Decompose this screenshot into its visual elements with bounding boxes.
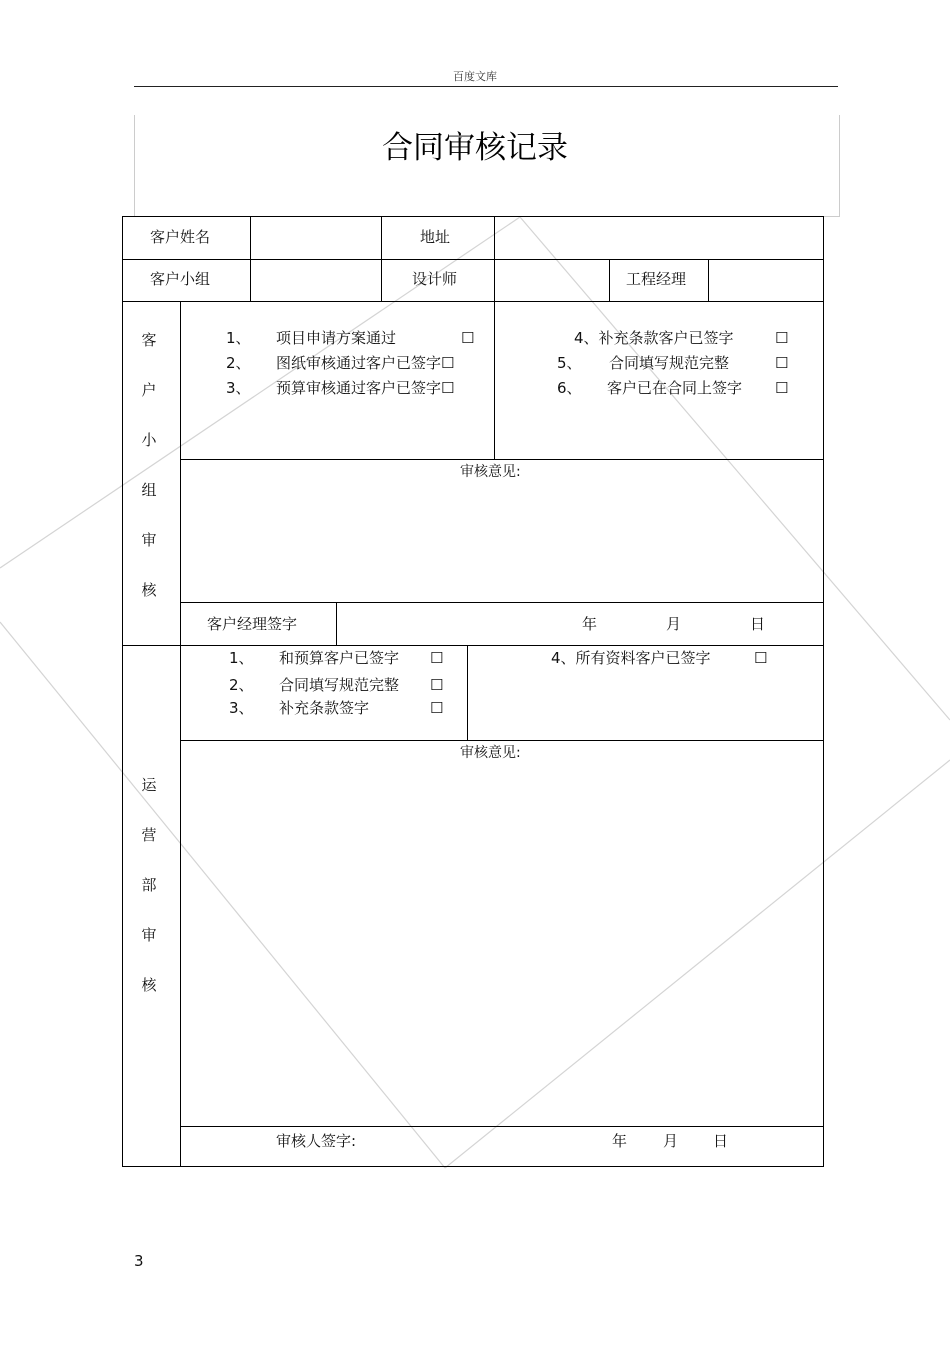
s1-item6-checkbox[interactable]: ☐ xyxy=(775,379,789,397)
s1-item3-num: 3、 xyxy=(226,379,251,397)
s1-item6-num: 6、 xyxy=(557,379,582,397)
s2-sign-label: 审核人签字: xyxy=(276,1132,357,1150)
s2-item3-num: 3、 xyxy=(229,699,254,717)
s2-opinion-label: 审核意见: xyxy=(460,745,521,761)
s2-year: 年 xyxy=(612,1132,628,1150)
s1-item4-text: 4、补充条款客户已签字 xyxy=(574,329,734,347)
s1-item1-num: 1、 xyxy=(226,329,251,347)
s2-item4-checkbox[interactable]: ☐ xyxy=(754,649,768,667)
header-source: 百度文库 xyxy=(453,70,497,83)
s1-item5-num: 5、 xyxy=(557,354,582,372)
s1-year: 年 xyxy=(582,615,598,633)
s1-item5-text: 合同填写规范完整 xyxy=(609,354,730,372)
s1-item1-checkbox[interactable]: ☐ xyxy=(461,329,475,347)
s2-month: 月 xyxy=(663,1132,679,1150)
designer-label: 设计师 xyxy=(412,270,458,288)
page-title: 合同审核记录 xyxy=(382,130,568,166)
s2-item3-text: 补充条款签字 xyxy=(279,699,370,717)
s2-item1-text: 和预算客户已签字 xyxy=(279,649,400,667)
s1-item2-text: 图纸审核通过客户已签字☐ xyxy=(276,354,455,372)
s1-item6-text: 客户已在合同上签字 xyxy=(607,379,743,397)
s2-item1-checkbox[interactable]: ☐ xyxy=(430,649,444,667)
address-label: 地址 xyxy=(420,228,451,246)
s1-item4-checkbox[interactable]: ☐ xyxy=(775,329,789,347)
s2-item2-num: 2、 xyxy=(229,676,254,694)
s2-item2-checkbox[interactable]: ☐ xyxy=(430,676,444,694)
engineering-manager-label: 工程经理 xyxy=(626,270,687,288)
customer-group-label: 客户小组 xyxy=(150,270,211,288)
s1-item3-text: 预算审核通过客户已签字☐ xyxy=(276,379,455,397)
s1-sign-label: 客户经理签字 xyxy=(207,615,298,633)
header-rule xyxy=(134,86,838,87)
s1-day: 日 xyxy=(750,615,766,633)
s2-item4-text: 4、所有资料客户已签字 xyxy=(551,649,711,667)
customer-name-label: 客户姓名 xyxy=(150,228,211,246)
s2-item2-text: 合同填写规范完整 xyxy=(279,676,400,694)
s1-opinion-label: 审核意见: xyxy=(460,464,521,480)
s2-item1-num: 1、 xyxy=(229,649,254,667)
s1-item2-num: 2、 xyxy=(226,354,251,372)
s2-item3-checkbox[interactable]: ☐ xyxy=(430,699,444,717)
s2-day: 日 xyxy=(713,1132,729,1150)
s1-item1-text: 项目申请方案通过 xyxy=(276,329,397,347)
page-number: 3 xyxy=(134,1252,144,1270)
s1-item5-checkbox[interactable]: ☐ xyxy=(775,354,789,372)
s1-month: 月 xyxy=(666,615,682,633)
